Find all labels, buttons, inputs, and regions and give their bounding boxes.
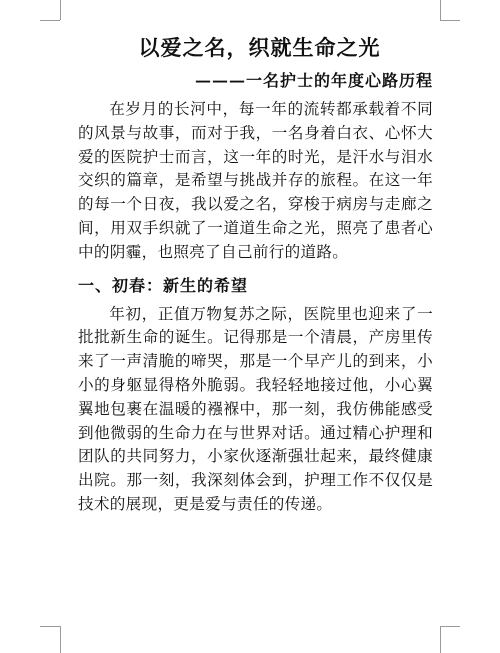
section-heading: 一、初春：新生的希望	[78, 275, 249, 295]
section-paragraph: 年初，正值万物复苏之际，医院里也迎来了一批批新生命的诞生。记得那是一个清晨，产房里传来了一声清脆的啼哭，那是一个早产儿的到来，小小的身躯显得格外脆弱。我轻轻地接过他，小心翼翼地包裹在温暖的襁褓中，那一刻，我仿佛能感受到他微弱的生命力在与世界对话。通过精心护理和团队的共同努力，小家伙逐渐强壮起来，最终健康出院。那一刻，我深刻体会到，护理工作不仅仅是技术的展现，更是爱与责任的传递。	[78, 304, 433, 513]
crop-mark-bottom-left	[60, 626, 61, 653]
crop-mark-bottom-right	[440, 626, 441, 653]
document-subtitle: ———一名护士的年度心路历程	[194, 71, 433, 90]
intro-paragraph: 在岁月的长河中，每一年的流转都承载着不同的风景与故事，而对于我，一名身着白衣、心怀大爱的医院护士而言，这一年的时光，是汗水与泪水交织的篇章，是希望与挑战并存的旅程。在这一年的每一个日夜，我以爱之名，穿梭于病房与走廊之间，用双手织就了一道道生命之光，照亮了患者心中的阴霾，也照亮了自己前行的道路。	[78, 100, 433, 261]
document-body	[78, 34, 433, 517]
crop-mark-top-right	[440, 0, 441, 20]
crop-mark-top-right	[440, 20, 460, 21]
crop-mark-top-left	[60, 0, 61, 20]
crop-mark-bottom-right	[440, 626, 460, 627]
crop-mark-top-left	[40, 20, 60, 21]
crop-mark-bottom-left	[40, 626, 60, 627]
document-title: 以爱之名，织就生命之光	[138, 35, 381, 60]
